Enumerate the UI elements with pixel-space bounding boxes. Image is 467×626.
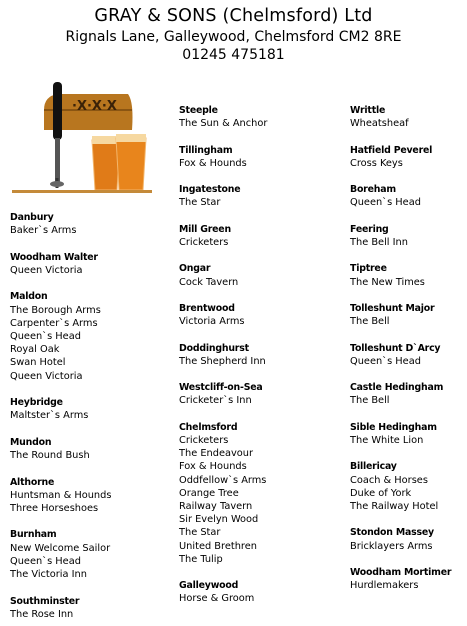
pub-name: Horse & Groom (179, 593, 255, 605)
pub-name: Three Horseshoes (10, 502, 99, 514)
town-heading: Sible Hedingham (350, 421, 437, 433)
town-heading: Tolleshunt Major (350, 303, 435, 314)
town-heading: Mill Green (179, 223, 231, 235)
pub-name: The New Times (350, 276, 425, 288)
company-address: Rignals Lane, Galleywood, Chelmsford CM2 8RE (65, 29, 402, 45)
pub-name: The Borough Arms (10, 304, 101, 316)
pub-name: Queen`s Head (10, 331, 81, 342)
pub-name: The Bell (350, 316, 390, 328)
pub-name: The Bell Inn (350, 237, 408, 248)
pub-name: Carpenter`s Arms (10, 317, 98, 329)
town-heading: Galleywood (179, 580, 239, 592)
pub-name: Victoria Arms (179, 316, 245, 328)
town-heading: Maldon (10, 291, 48, 303)
town-heading: Woodham Mortimer (350, 567, 452, 578)
pub-name: Baker`s Arms (10, 225, 77, 237)
town-heading: Mundon (10, 436, 52, 448)
pub-name: Fox & Hounds (179, 157, 247, 169)
pub-name: Cricketer`s Inn (179, 395, 252, 407)
pub-name: The Rose Inn (10, 608, 74, 620)
town-heading: Burnham (10, 529, 57, 541)
town-heading: Feering (350, 223, 389, 235)
pub-name: The Shepherd Inn (179, 355, 266, 367)
town-heading: Southminster (10, 595, 80, 607)
pub-name: Queen Victoria (10, 370, 83, 382)
town-heading: Westcliff-on-Sea (179, 382, 263, 394)
pub-name: Swan Hotel (10, 357, 66, 369)
town-heading: Tolleshunt D`Arcy (350, 342, 441, 354)
pub-name: Coach & Horses (350, 474, 428, 486)
pub-name: Queen`s Head (350, 197, 421, 209)
pub-name: Duke of York (350, 487, 412, 499)
pub-name: Maltster`s Arms (10, 410, 89, 422)
pub-name: Cricketers (179, 435, 229, 446)
barrel-marking: ·X·X·X (72, 99, 117, 114)
pub-name: Orange Tree (179, 487, 239, 499)
pub-name: The White Lion (350, 435, 424, 446)
pub-name: The Railway Hotel (350, 501, 439, 512)
pub-name: The Star (179, 197, 221, 209)
pub-name: Wheatsheaf (350, 118, 409, 130)
pub-name: Railway Tavern (179, 501, 253, 512)
pub-name: Royal Oak (10, 344, 60, 356)
pub-name: Fox & Hounds (179, 461, 247, 473)
town-heading: Danbury (10, 212, 54, 223)
town-heading: Ongar (179, 263, 211, 275)
town-heading: Brentwood (179, 303, 235, 314)
town-heading: Chelmsford (179, 421, 238, 433)
pub-name: Bricklayers Arms (350, 540, 433, 552)
pub-name: Queen Victoria (10, 264, 83, 276)
pub-name: Cross Keys (350, 157, 403, 169)
town-heading: Ingatestone (179, 184, 241, 196)
company-phone: 01245 475181 (182, 47, 285, 63)
beer-pump-and-pints-icon (12, 80, 152, 196)
brewery-logo-illustration (12, 80, 152, 196)
pub-name: The Bell (350, 395, 390, 407)
town-heading: Althorne (10, 476, 55, 488)
town-heading: Billericay (350, 461, 397, 473)
pub-name: Sir Evelyn Wood (179, 514, 259, 526)
town-heading: Tiptree (350, 263, 387, 275)
town-heading: Boreham (350, 184, 396, 196)
town-heading: Tillingham (179, 144, 233, 156)
town-heading: Heybridge (10, 397, 63, 409)
pub-name: The Tulip (179, 553, 223, 565)
pub-name: Queen`s Head (350, 355, 421, 367)
pub-name: The Star (179, 527, 221, 539)
company-name: GRAY & SONS (Chelmsford) Ltd (94, 6, 373, 26)
pub-name: The Victoria Inn (10, 569, 87, 580)
pub-name: New Welcome Sailor (10, 542, 111, 554)
pub-name: United Brethren (179, 540, 257, 552)
town-heading: Steeple (179, 105, 218, 116)
pub-name: The Endeavour (179, 448, 254, 460)
pub-name: Hurdlemakers (350, 580, 419, 592)
pub-name: Queen`s Head (10, 555, 81, 567)
pub-name: Cricketers (179, 237, 229, 248)
pub-name: Oddfellow`s Arms (179, 474, 267, 486)
town-heading: Castle Hedingham (350, 382, 444, 394)
pub-name: Huntsman & Hounds (10, 489, 112, 501)
town-heading: Stondon Massey (350, 527, 434, 539)
town-heading: Writtle (350, 105, 386, 116)
town-heading: Hatfield Peverel (350, 144, 433, 156)
town-heading: Woodham Walter (10, 251, 98, 263)
pub-name: The Round Bush (10, 450, 90, 461)
pub-name: The Sun & Anchor (179, 118, 268, 130)
pub-name: Cock Tavern (179, 276, 239, 288)
town-heading: Doddinghurst (179, 342, 249, 354)
